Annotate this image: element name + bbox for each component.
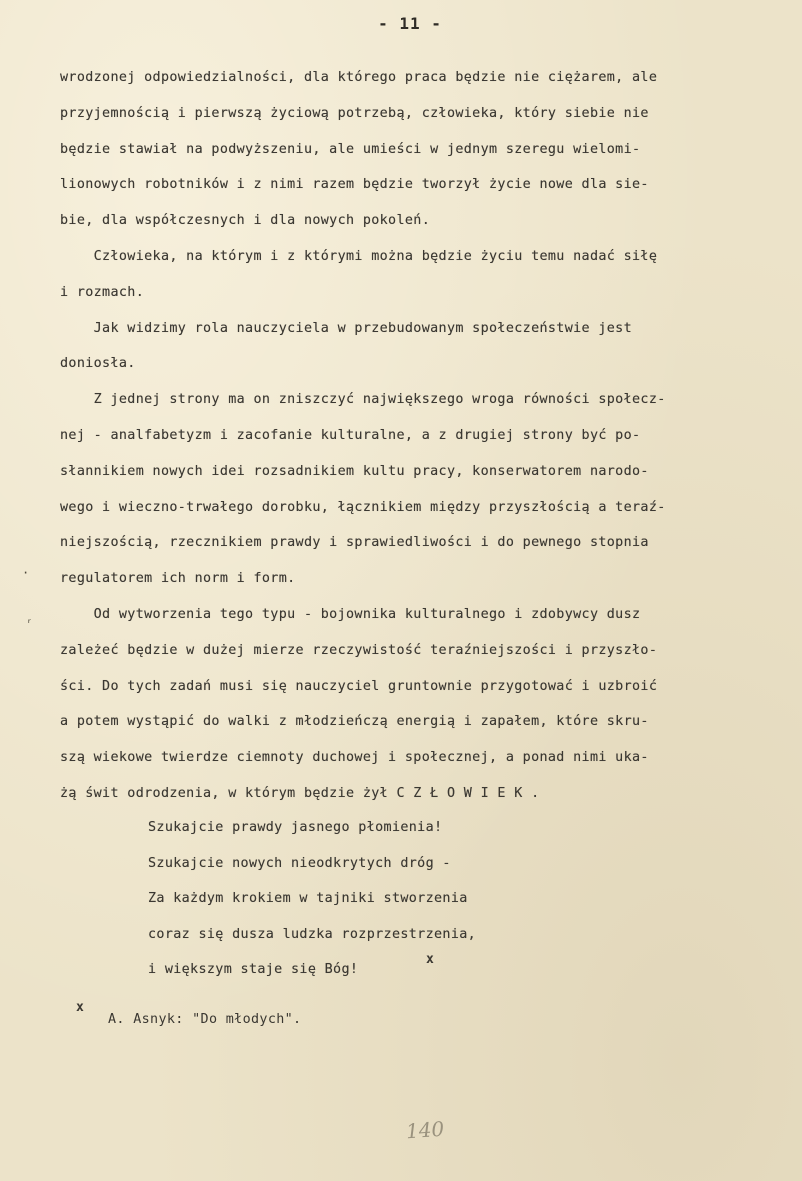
footnote-text: A. Asnyk: "Do młodych". [108,1012,302,1027]
text-line: szą wiekowe twierdze ciemnoty duchowej i społecznej, a ponad nimi uka- [60,750,649,766]
footnote-mark: x [76,1000,84,1015]
text-line: zależeć będzie w dużej mierze rzeczywistość teraźniejszości i przyszło- [60,642,658,658]
text-line: a potem wystąpić do walki z młodzieńczą energią i zapałem, które skru- [60,714,649,730]
archive-page-number: 140 [405,1116,445,1144]
text-line: regulatorem ich norm i form. [60,571,296,587]
text-line: nej - analfabetyzm i zacofanie kulturalne, a z drugiej strony być po- [60,427,641,443]
text-line: żą świt odrodzenia, w którym będzie żył C Z Ł O W I E K . [60,785,540,801]
text-line: niejszością, rzecznikiem prawdy i sprawiedliwości i do pewnego stopnia [60,535,649,551]
text-line: słannikiem nowych idei rozsadnikiem kultu pracy, konserwatorem narodo- [60,463,649,479]
text-line: Od wytworzenia tego typu - bojownika kulturalnego i zdobywcy dusz [60,606,641,622]
text-line: będzie stawiał na podwyższeniu, ale umieści w jednym szeregu wielomi- [60,141,641,157]
poem-line: Szukajcie nowych nieodkrytych dróg - [148,855,451,871]
text-line: wrodzonej odpowiedzialności, dla którego praca będzie nie ciężarem, ale [60,70,658,85]
margin-mark: · [22,566,30,580]
margin-mark: ʳ [26,616,34,630]
text-line: przyjemnością i pierwszą życiową potrzebą, człowieka, który siebie nie [60,105,649,121]
text-line: i rozmach. [60,284,145,300]
poem-line: Za każdym krokiem w tajniki stworzenia [148,891,468,906]
text-line: doniosła. [60,356,136,372]
text-line: Człowieka, na którym i z którymi można będzie życiu temu nadać siłę [60,248,658,264]
poem-quote [148,810,748,988]
poem-line: i większym staje się Bóg! [148,962,359,977]
text-line: bie, dla współczesnych i dla nowych pokoleń. [60,213,431,229]
text-line: wego i wieczno-trwałego dorobku, łącznikiem między przyszłością a teraź- [60,499,666,515]
poem-line: coraz się dusza ludzka rozprzestrzenia, [148,926,477,942]
text-line: Jak widzimy rola nauczyciela w przebudowanym społeczeństwie jest [60,320,633,336]
footnote-reference-mark: x [426,952,434,967]
text-line: lionowych robotników i z nimi razem będzie tworzył życie nowe dla sie- [60,177,649,193]
page-number: - 11 - [378,14,442,33]
text-line: ści. Do tych zadań musi się nauczyciel gruntownie przygotować i uzbroić [60,678,658,694]
poem-line: Szukajcie prawdy jasnego płomienia! [148,820,443,835]
body-text [60,60,782,812]
text-line: Z jednej strony ma on zniszczyć największego wroga równości społecz- [60,392,666,408]
